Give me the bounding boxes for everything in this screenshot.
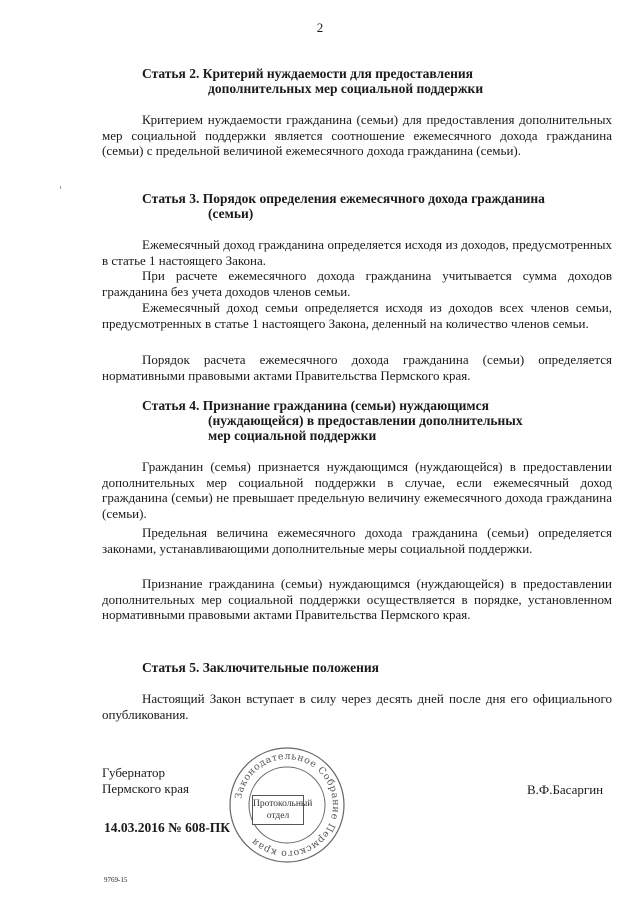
article-4-heading-line3: мер социальной поддержки: [208, 428, 377, 443]
article-3-paragraph-1: Ежемесячный доход гражданина определяется исходя из доходов, предусмотренных в статье 1 настоящего Закона.: [102, 237, 612, 268]
document-code: 9769-15: [104, 876, 128, 884]
signatory-title-line1: Губернатор: [102, 765, 165, 780]
article-4-paragraph-2: Предельная величина ежемесячного дохода гражданина (семьи) определяется законами, устанавливающими дополнительные меры социальной поддержки.: [102, 525, 612, 556]
article-5-heading: [142, 660, 612, 675]
article-3-paragraph-4: Порядок расчета ежемесячного дохода гражданина (семьи) определяется нормативными правовыми актами Правительства Пермского края.: [102, 352, 612, 383]
margin-mark: [60, 186, 61, 189]
stamp-box-line1: Протокольный: [253, 799, 313, 809]
article-2-heading: [142, 66, 612, 96]
article-3-heading-line2: (семьи): [208, 206, 254, 221]
article-3-paragraph-2: При расчете ежемесячного дохода гражданина учитывается сумма доходов гражданина без учета доходов членов семьи.: [102, 268, 612, 299]
article-2-heading-line1: Статья 2. Критерий нуждаемости для предоставления: [142, 66, 473, 81]
signatory-title: [102, 765, 189, 796]
stamp-box: [252, 795, 313, 825]
article-2-paragraph-1: Критерием нуждаемости гражданина (семьи) для предоставления дополнительных мер социальной поддержки является соотношение ежемесячного дохода гражданина (семьи) с предельной величиной ежемесячного дохода гражданина (семьи).: [102, 112, 612, 159]
article-3-paragraph-3: Ежемесячный доход семьи определяется исходя из доходов всех членов семьи, предусмотренных в статье 1 настоящего Закона, деленный на количество членов семьи.: [102, 300, 612, 331]
seal-ring-text: Законодательное Собрание Пермского края: [233, 750, 342, 860]
stamp-box-line2: отдел: [266, 811, 290, 821]
signatory-title-line2: Пермского края: [102, 780, 189, 796]
article-4-heading: [142, 398, 612, 443]
date-and-number: 14.03.2016 № 608-ПК: [104, 820, 231, 835]
article-4-heading-line1: Статья 4. Признание гражданина (семьи) нуждающимся: [142, 398, 489, 413]
article-2-heading-line2: дополнительных мер социальной поддержки: [208, 81, 484, 96]
page-number: 2: [316, 20, 324, 35]
article-4-heading-line2: (нуждающейся) в предоставлении дополнительных: [208, 413, 523, 428]
article-4-paragraph-3: Признание гражданина (семьи) нуждающимся (нуждающейся) в предоставлении дополнительных мер социальной поддержки осуществляется в порядке, установленном нормативными правовыми актами Правительства Пермского края.: [102, 576, 612, 623]
signatory-name: В.Ф.Басаргин: [527, 782, 604, 797]
article-5-paragraph-1: Настоящий Закон вступает в силу через десять дней после дня его официального опубликования.: [102, 691, 612, 722]
article-5-heading-line1: Статья 5. Заключительные положения: [142, 660, 379, 675]
article-3-heading-line1: Статья 3. Порядок определения ежемесячного дохода гражданина: [142, 191, 545, 206]
article-3-heading: [142, 191, 612, 221]
article-4-paragraph-1: Гражданин (семья) признается нуждающимся (нуждающейся) в предоставлении дополнительных мер социальной поддержки в случае, если ежемесячный доход гражданина (семьи) не превышает предельную величину ежемесячного дохода гражданина (семьи).: [102, 459, 612, 521]
